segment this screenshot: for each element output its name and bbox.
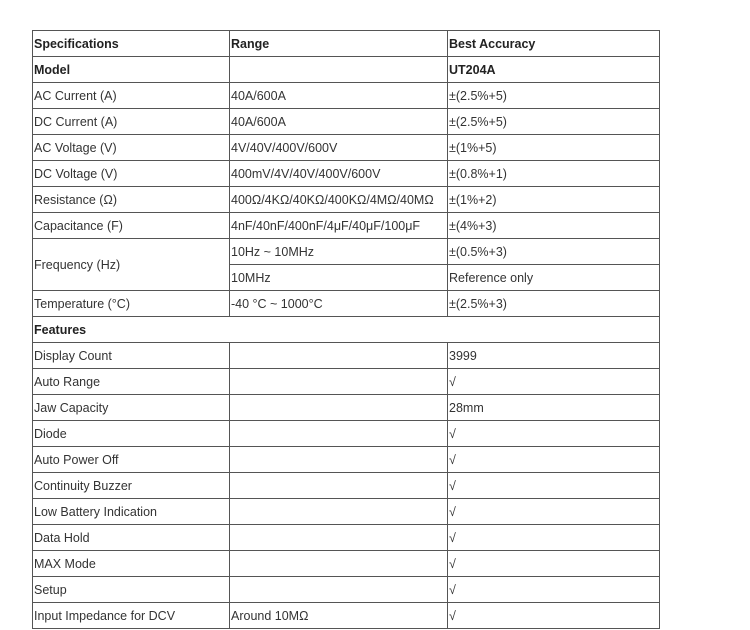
model-row bbox=[33, 57, 660, 83]
feature-row bbox=[33, 603, 660, 629]
feature-label: Data Hold bbox=[33, 525, 230, 551]
features-heading: Features bbox=[33, 317, 660, 343]
spec-range: 400Ω/4KΩ/40KΩ/400KΩ/4MΩ/40MΩ bbox=[230, 187, 448, 213]
spec-row bbox=[33, 135, 660, 161]
spec-row bbox=[33, 109, 660, 135]
feature-row bbox=[33, 525, 660, 551]
spec-accuracy: ±(0.8%+1) bbox=[448, 161, 660, 187]
spec-range: 40A/600A bbox=[230, 83, 448, 109]
feature-label: Auto Power Off bbox=[33, 447, 230, 473]
header-range: Range bbox=[230, 31, 448, 57]
feature-label: MAX Mode bbox=[33, 551, 230, 577]
feature-range bbox=[230, 447, 448, 473]
feature-label: Input Impedance for DCV bbox=[33, 603, 230, 629]
header-row bbox=[33, 31, 660, 57]
feature-value: √ bbox=[448, 603, 660, 629]
feature-value: √ bbox=[448, 499, 660, 525]
spec-row bbox=[33, 161, 660, 187]
feature-row bbox=[33, 473, 660, 499]
feature-value: 28mm bbox=[448, 395, 660, 421]
feature-value: √ bbox=[448, 421, 660, 447]
temperature-row bbox=[33, 291, 660, 317]
feature-row bbox=[33, 343, 660, 369]
feature-range bbox=[230, 499, 448, 525]
temperature-range: -40 °C ~ 1000°C bbox=[230, 291, 448, 317]
feature-row bbox=[33, 577, 660, 603]
feature-value: √ bbox=[448, 551, 660, 577]
frequency-accuracy: Reference only bbox=[448, 265, 660, 291]
feature-row bbox=[33, 499, 660, 525]
spec-label: DC Current (A) bbox=[33, 109, 230, 135]
model-label: Model bbox=[33, 57, 230, 83]
feature-label: Jaw Capacity bbox=[33, 395, 230, 421]
frequency-range: 10Hz ~ 10MHz bbox=[230, 239, 448, 265]
feature-label: Continuity Buzzer bbox=[33, 473, 230, 499]
feature-value: √ bbox=[448, 369, 660, 395]
spec-label: Resistance (Ω) bbox=[33, 187, 230, 213]
spec-accuracy: ±(4%+3) bbox=[448, 213, 660, 239]
feature-label: Auto Range bbox=[33, 369, 230, 395]
frequency-range: 10MHz bbox=[230, 265, 448, 291]
frequency-label: Frequency (Hz) bbox=[33, 239, 230, 291]
feature-row bbox=[33, 369, 660, 395]
spec-range: 4nF/40nF/400nF/4μF/40μF/100μF bbox=[230, 213, 448, 239]
feature-range bbox=[230, 525, 448, 551]
feature-value: √ bbox=[448, 447, 660, 473]
model-value: UT204A bbox=[448, 57, 660, 83]
feature-range: Around 10MΩ bbox=[230, 603, 448, 629]
model-range bbox=[230, 57, 448, 83]
feature-row bbox=[33, 551, 660, 577]
spec-label: DC Voltage (V) bbox=[33, 161, 230, 187]
spec-label: AC Current (A) bbox=[33, 83, 230, 109]
spec-row bbox=[33, 83, 660, 109]
feature-range bbox=[230, 395, 448, 421]
header-best-accuracy: Best Accuracy bbox=[448, 31, 660, 57]
feature-range bbox=[230, 577, 448, 603]
feature-label: Setup bbox=[33, 577, 230, 603]
spec-range: 4V/40V/400V/600V bbox=[230, 135, 448, 161]
spec-accuracy: ±(1%+2) bbox=[448, 187, 660, 213]
features-heading-row bbox=[33, 317, 660, 343]
feature-label: Low Battery Indication bbox=[33, 499, 230, 525]
feature-range bbox=[230, 551, 448, 577]
feature-range bbox=[230, 473, 448, 499]
feature-value: 3999 bbox=[448, 343, 660, 369]
spec-accuracy: ±(2.5%+5) bbox=[448, 83, 660, 109]
feature-value: √ bbox=[448, 473, 660, 499]
spec-accuracy: ±(1%+5) bbox=[448, 135, 660, 161]
frequency-row bbox=[33, 239, 660, 265]
feature-row bbox=[33, 447, 660, 473]
temperature-label: Temperature (°C) bbox=[33, 291, 230, 317]
feature-range bbox=[230, 343, 448, 369]
specifications-table bbox=[32, 30, 660, 629]
feature-label: Diode bbox=[33, 421, 230, 447]
feature-value: √ bbox=[448, 525, 660, 551]
spec-accuracy: ±(2.5%+5) bbox=[448, 109, 660, 135]
feature-value: √ bbox=[448, 577, 660, 603]
spec-row bbox=[33, 213, 660, 239]
header-specifications: Specifications bbox=[33, 31, 230, 57]
spec-row bbox=[33, 187, 660, 213]
feature-range bbox=[230, 421, 448, 447]
feature-label: Display Count bbox=[33, 343, 230, 369]
spec-range: 40A/600A bbox=[230, 109, 448, 135]
temperature-accuracy: ±(2.5%+3) bbox=[448, 291, 660, 317]
spec-range: 400mV/4V/40V/400V/600V bbox=[230, 161, 448, 187]
feature-range bbox=[230, 369, 448, 395]
spec-label: AC Voltage (V) bbox=[33, 135, 230, 161]
frequency-accuracy: ±(0.5%+3) bbox=[448, 239, 660, 265]
feature-row bbox=[33, 421, 660, 447]
spec-label: Capacitance (F) bbox=[33, 213, 230, 239]
feature-row bbox=[33, 395, 660, 421]
